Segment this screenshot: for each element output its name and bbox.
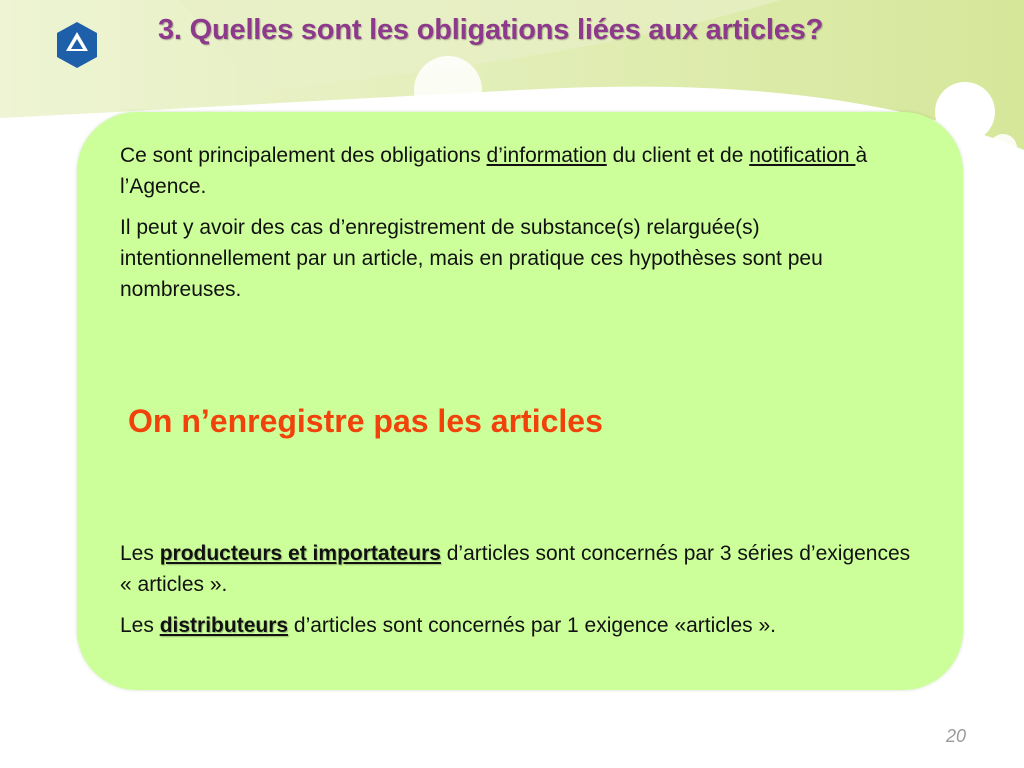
underlined-information: d’information <box>486 144 607 167</box>
text-segment: à l’Agence. <box>120 144 868 198</box>
logo-icon <box>52 20 102 70</box>
underlined-notification: notification <box>749 144 856 167</box>
text-segment: Ce sont principalement des obligations <box>120 144 487 167</box>
text-segment: d’articles sont concernés par 3 séries d’exigences « articles ». <box>120 542 911 596</box>
text-segment: d’articles sont concernés par 1 exigence «articles ». <box>288 614 776 637</box>
page-number: 20 <box>945 726 966 746</box>
text-segment: Les <box>120 614 160 637</box>
intro-text-block <box>120 140 920 315</box>
paragraph-distributors <box>120 610 920 641</box>
bold-producers-importers: producteurs et importateurs <box>159 542 441 565</box>
text-segment: du client et de <box>606 144 750 167</box>
text-segment: Les <box>120 542 160 565</box>
bold-distributors: distributeurs <box>159 614 289 637</box>
paragraph-cases: Il peut y avoir des cas d’enregistrement de substance(s) relarguée(s) intentionnellement par un article, mais en pratique ces hypothèses sont peu nombreuses. <box>120 216 823 301</box>
requirements-text-block <box>120 538 920 651</box>
slide-title: 3. Quelles sont les obligations liées aux articles? <box>158 14 824 46</box>
key-message: On n’enregistre pas les articles <box>128 403 603 439</box>
paragraph-obligations <box>120 140 920 202</box>
paragraph-producers <box>120 538 920 600</box>
